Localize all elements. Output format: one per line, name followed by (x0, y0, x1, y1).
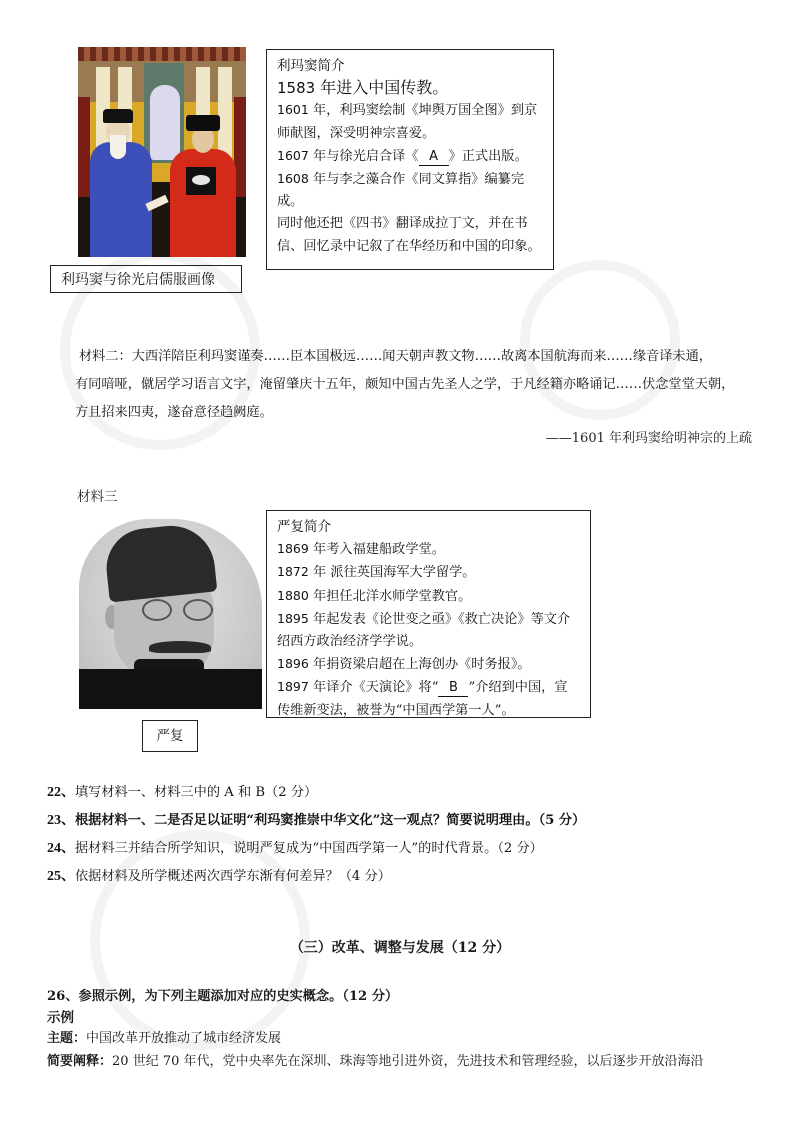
material-three-label: 材料三 (77, 489, 118, 505)
yan-fu-portrait-photo (79, 519, 262, 709)
yan-line-3: 1880 年担任北洋水师学堂教官。 (277, 587, 472, 604)
ricci-intro-box (266, 49, 554, 270)
example-label: 示例 (47, 1010, 74, 1026)
ricci-xu-portrait-painting (78, 47, 246, 257)
question-26: 26、参照示例，为下列主题添加对应的史实概念。（12 分） (47, 989, 399, 1004)
yan-line-2: 1872 年 派往英国海军大学留学。 (277, 564, 476, 581)
ricci-intro-title: 利玛窦简介 (277, 58, 345, 74)
question-24: 24、据材料三并结合所学知识，说明严复成为“中国西学第一人”的时代背景。（2 分） (47, 841, 543, 856)
blank-a: A (419, 149, 449, 166)
yan-line-4: 1895 年起发表《论世变之亟》《救亡决论》等文介绍西方政治经济学学说。 (277, 610, 571, 650)
example-topic: 主题：中国改革开放推动了城市经济发展 (47, 1031, 282, 1046)
question-23: 23、根据材料一、二是否足以证明“利玛窦推崇中华文化”这一观点？简要说明理由。（5 分） (47, 813, 586, 828)
material-two-line-2: 有同喑哑，僦居学习语言文字，淹留肇庆十五年，颇知中国古先圣人之学，于凡经籍亦略诵记……伏念堂堂天朝， (75, 377, 735, 392)
material-two-source: ——1601 年利玛窦给明神宗的上疏 (545, 431, 752, 446)
yan-line-1: 1869 年考入福建船政学堂。 (277, 541, 445, 558)
yan-line-6: 1897 年译介《天演论》将“ B ”介绍到中国，宣传维新变法，被誉为“中国西学第一人”。 (277, 679, 568, 718)
ricci-line-3: 1607 年与徐光启合译《 A 》正式出版。 (277, 147, 528, 164)
yan-fu-intro-box (266, 510, 591, 718)
question-25: 25、依据材料及所学概述两次西学东渐有何差异？（4 分） (47, 869, 391, 884)
example-explanation: 简要阐释：20 世纪 70 年代，党中央率先在深圳、珠海等地引进外资，先进技术和管理经验，以后逐步开放沿海沿 (47, 1054, 704, 1069)
section-three-title: （三）改革、调整与发展（12 分） (289, 940, 511, 956)
material-two-line-3: 方且招来四夷，遂奋意径趋阙庭。 (75, 405, 273, 420)
ricci-line-5: 同时他还把《四书》翻译成拉丁文，并在书信、回忆录中记叙了在华经历和中国的印象。 (277, 216, 541, 254)
blank-b: B (438, 680, 468, 697)
painting-caption: 利玛窦与徐光启儒服画像 (50, 265, 242, 293)
ricci-line-4: 1608 年与李之藻合作《同文算指》编纂完成。 (277, 171, 525, 210)
material-two-text (75, 343, 755, 427)
material-two-line-1: 材料二：大西洋陪臣利玛窦谨奏……臣本国极远……闻天朝声教文物……故离本国航海而来……缘音译未通， (79, 349, 712, 364)
ricci-line-1: 1583 年进入中国传教。 (277, 78, 449, 98)
yan-line-5: 1896 年捐资梁启超在上海创办《时务报》。 (277, 656, 531, 673)
yan-intro-title: 严复简介 (277, 519, 331, 535)
yan-fu-caption: 严复 (142, 720, 198, 752)
ricci-line-2: 1601 年，利玛窦绘制《坤舆万国全图》到京师献图，深受明神宗喜爱。 (277, 102, 538, 141)
question-22: 22、填写材料一、材料三中的 A 和 B（2 分） (47, 785, 318, 800)
